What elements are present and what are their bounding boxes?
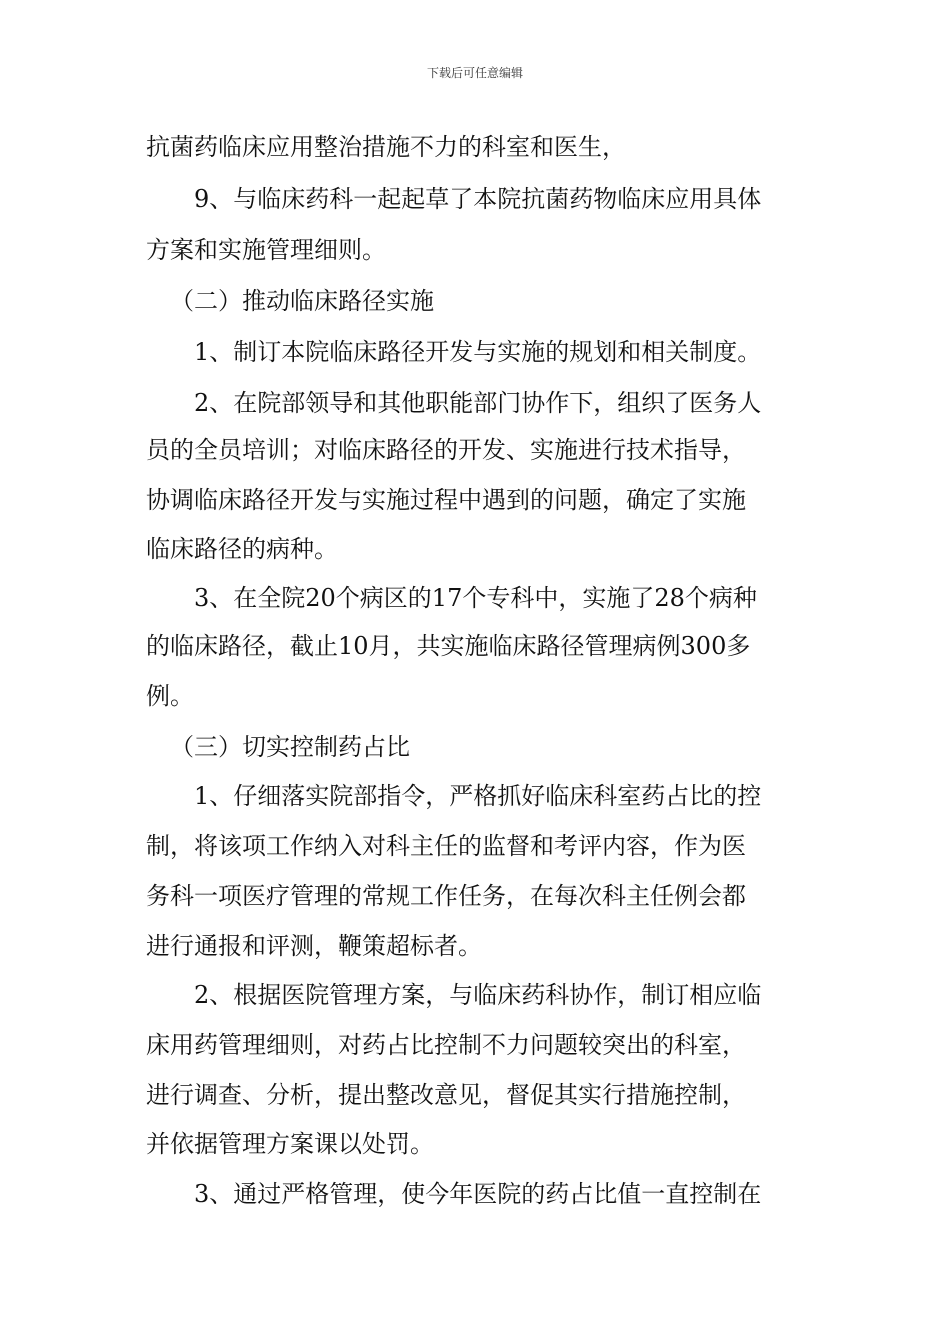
text-line: 并依据管理方案课以处罚。 (146, 1130, 434, 1158)
text-line: 进行调查、分析，提出整改意见，督促其实行措施控制， (146, 1081, 746, 1109)
text-line: 例。 (146, 682, 194, 710)
text-line: 3、在全院20个病区的17个专科中，实施了28个病种 (194, 584, 757, 612)
section-heading: （二）推动临床路径实施 (170, 287, 434, 315)
text-line: 2、在院部领导和其他职能部门协作下，组织了医务人 (194, 389, 762, 417)
text-line: 1、制订本院临床路径开发与实施的规划和相关制度。 (194, 338, 762, 366)
text-line: 床用药管理细则，对药占比控制不力问题较突出的科室， (146, 1031, 746, 1059)
text-line: 员的全员培训；对临床路径的开发、实施进行技术指导， (146, 436, 746, 464)
text-line: 抗菌药临床应用整治措施不力的科室和医生， (146, 133, 626, 161)
text-line: 务科一项医疗管理的常规工作任务，在每次科主任例会都 (146, 882, 746, 910)
page-header-note: 下载后可任意编辑 (426, 66, 523, 80)
text-line: 方案和实施管理细则。 (146, 236, 386, 264)
text-line: 协调临床路径开发与实施过程中遇到的问题，确定了实施 (146, 486, 746, 514)
text-line: 2、根据医院管理方案，与临床药科协作，制订相应临 (194, 981, 762, 1009)
text-line: 1、仔细落实院部指令，严格抓好临床科室药占比的控 (194, 782, 762, 810)
text-line: 3、通过严格管理，使今年医院的药占比值一直控制在 (194, 1180, 762, 1208)
text-line: 9、与临床药科一起起草了本院抗菌药物临床应用具体 (194, 185, 762, 213)
text-line: 进行通报和评测，鞭策超标者。 (146, 932, 482, 960)
section-heading: （三）切实控制药占比 (170, 733, 410, 761)
text-line: 制，将该项工作纳入对科主任的监督和考评内容，作为医 (146, 832, 746, 860)
text-line: 临床路径的病种。 (146, 535, 338, 563)
text-line: 的临床路径，截止10月，共实施临床路径管理病例300多 (146, 632, 751, 660)
